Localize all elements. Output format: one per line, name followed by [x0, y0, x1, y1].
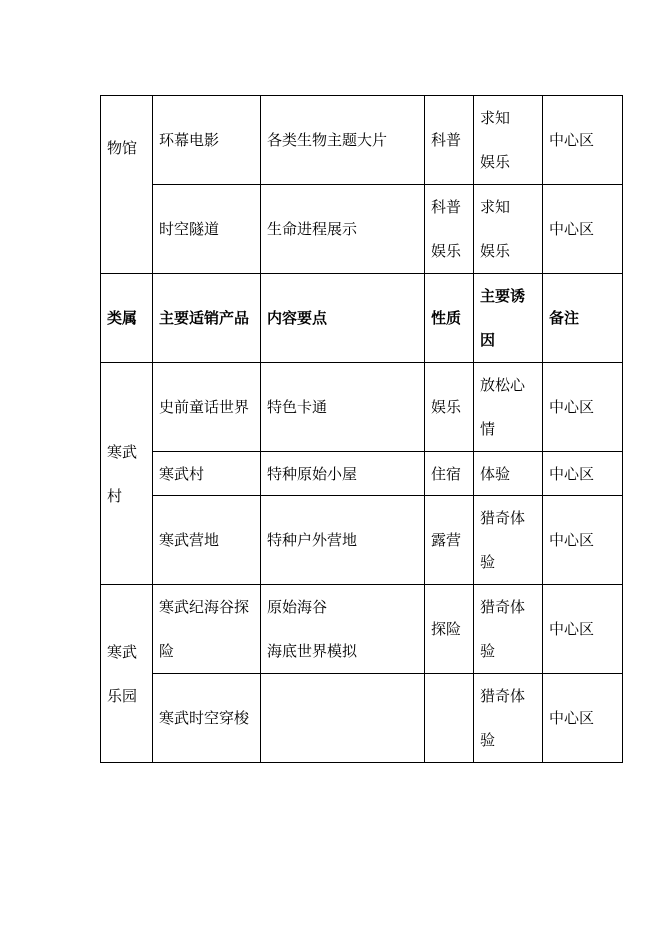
- note-cell: 中心区: [543, 674, 623, 763]
- nature-cell: 娱乐: [425, 363, 474, 452]
- motive-cell: 猎奇体 验: [474, 674, 543, 763]
- product-text: 环幕电影: [159, 131, 220, 149]
- nature-cell: 科普 娱乐: [425, 185, 474, 274]
- category-cell: [101, 96, 153, 274]
- note-cell: [543, 185, 623, 274]
- product-cell: 寒武营地: [153, 496, 261, 585]
- nature-cell: 露营: [425, 496, 474, 585]
- note-text: 中心区: [549, 131, 595, 149]
- content-cell: 特种户外营地: [261, 496, 425, 585]
- content-text: 各类生物主题大片: [267, 131, 388, 149]
- content-cell: [261, 185, 425, 274]
- motive-cell: 放松心 情: [474, 363, 543, 452]
- motive-cell: 求知 娱乐: [474, 96, 543, 185]
- note-cell: 中心区: [543, 452, 623, 496]
- note-cell: 中心区: [543, 585, 623, 674]
- nature-cell: [425, 96, 474, 185]
- table-row: [101, 363, 623, 452]
- nature-cell: 住宿: [425, 452, 474, 496]
- note-cell: 中心区: [543, 363, 623, 452]
- table-row: [101, 185, 623, 274]
- header-category: 类属: [101, 274, 153, 363]
- table-row: [101, 674, 623, 763]
- header-product: 主要适销产品: [153, 274, 261, 363]
- header-content: 内容要点: [261, 274, 425, 363]
- table-row: [101, 452, 623, 496]
- product-cell: [153, 96, 261, 185]
- content-cell: 特色卡通: [261, 363, 425, 452]
- motive-cell: 体验: [474, 452, 543, 496]
- content-cell: [261, 674, 425, 763]
- table-row: [101, 96, 623, 185]
- table-row: [101, 496, 623, 585]
- note-text: 中心区: [549, 220, 595, 238]
- category-cell: 寒武 乐园: [101, 585, 153, 763]
- note-cell: [543, 96, 623, 185]
- nature-text: 科普: [431, 131, 462, 149]
- product-cell: 寒武村: [153, 452, 261, 496]
- nature-cell: 探险: [425, 585, 474, 674]
- product-cell: 寒武时空穿梭: [153, 674, 261, 763]
- product-cell: 史前童话世界: [153, 363, 261, 452]
- content-cell: 特种原始小屋: [261, 452, 425, 496]
- table-row: [101, 585, 623, 674]
- header-row: [101, 274, 623, 363]
- product-cell: [153, 185, 261, 274]
- header-note: 备注: [543, 274, 623, 363]
- category-cell: 寒武 村: [101, 363, 153, 585]
- category-text: 物馆: [107, 139, 138, 157]
- product-text: 时空隧道: [159, 220, 220, 238]
- motive-cell: 求知 娱乐: [474, 185, 543, 274]
- product-cell: 寒武纪海谷探 险: [153, 585, 261, 674]
- content-cell: [261, 96, 425, 185]
- content-text: 生命进程展示: [267, 220, 358, 238]
- product-table: [100, 95, 623, 763]
- nature-cell: [425, 674, 474, 763]
- note-cell: 中心区: [543, 496, 623, 585]
- header-nature: 性质: [425, 274, 474, 363]
- header-motive: 主要诱 因: [474, 274, 543, 363]
- motive-cell: 猎奇体 验: [474, 496, 543, 585]
- content-cell: 原始海谷 海底世界模拟: [261, 585, 425, 674]
- motive-cell: 猎奇体 验: [474, 585, 543, 674]
